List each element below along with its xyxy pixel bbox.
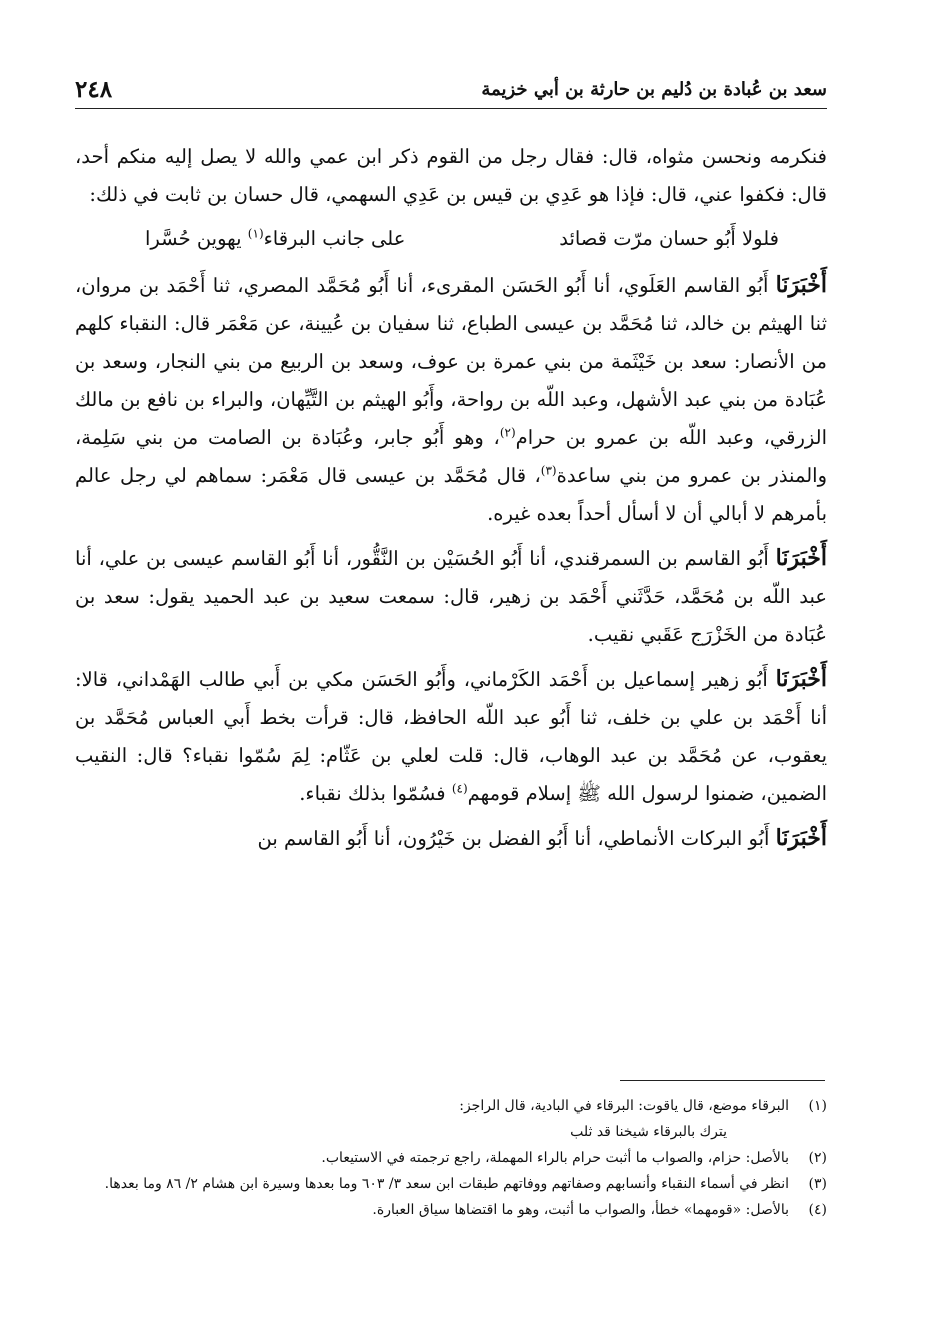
running-title: سعد بن عُبادة بن دُليم بن حارثة بن أبي خزيمة [481, 78, 827, 100]
isnad-lead: أَخْبَرَنَا [775, 666, 827, 692]
page-header [75, 72, 827, 106]
paragraph-3: أَخْبَرَنَا أَبُو القاسم بن السمرقندي، أنا أَبُو الحُسَيْن بن النَّقُّور، أنا أَبُو القاسم عيسى بن علي، أنا عبد اللّه بن مُحَمَّد، حَدَّثَني أَحْمَد بن زهير، قال: سمعت سعيد بن عبد الحميد يقول: سعد بن عُبَادة من الخَزْرَج عَقَبي نقيب. [75, 545, 827, 646]
isnad-lead: أَخْبَرَنَا [775, 825, 827, 851]
footnote-4: (٤) بالأصل: «قومهما» خطأ، والصواب ما أثبت، وهو ما اقتضاها سياق العبارة. [75, 1197, 827, 1223]
verse-first-hemistich: فلولا أَبُو حسان مرّت قصائد [559, 227, 779, 250]
footnotes [75, 1093, 827, 1223]
paragraph-5: أَخْبَرَنَا أَبُو البركات الأنماطي، أنا أَبُو الفضل بن خَيْرُون، أنا أَبُو القاسم بن [257, 825, 827, 851]
paragraph-4: أَخْبَرَنَا أَبُو زهير إسماعيل بن أَحْمَد الكَرْماني، وأَبُو الحَسَن مكي بن أَبي طالب الهَمْداني، قالا: أنا أَحْمَد بن علي بن خلف، ثنا أَبُو عبد اللّه الحافظ، قال: قرأت بخط أَبي العباس مُحَمَّد بن يعقوب، عن مُحَمَّد بن عبد الوهاب، قال: قلت لعلي بن عَثّام: لِمَ سُمّوا نقباء؟ قال: النقيب الضمين، ضمنوا لرسول الله ﷺ إسلام قومهم$^{(٤)}$ فسُمّوا بذلك نقباء. [75, 666, 827, 805]
footnote-1: (١) البرقاء موضع، قال ياقوت: البرقاء في البادية، قال الراجز: يترك بالبرقاء شيخنا قد ثلب [75, 1093, 827, 1145]
footnote-number: (٣) [808, 1176, 827, 1192]
footnote-number: (٤) [808, 1202, 827, 1218]
paragraph-1: فنكرمه ونحسن مثواه، قال: فقال رجل من القوم ذكر ابن عمي والله لا يصل إليه منكم أحد، قال: فكفوا عني، قال: فإذا هو عَدِي بن قيس بن عَدِي السهمي، قال حسان بن ثابت في ذلك: [75, 145, 827, 206]
header-rule [75, 108, 827, 109]
footnote-number: (٢) [808, 1150, 827, 1166]
main-text [75, 138, 827, 864]
footnote-ref-3[interactable]: (٣) [540, 463, 557, 478]
poem-verse [75, 220, 827, 258]
verse-second-hemistich: على جانب البرقاء$^{(١)}$ يهوين حُسَّرا [145, 226, 406, 250]
footnote-rule [620, 1080, 825, 1081]
isnad-lead: أَخْبَرَنَا [775, 545, 827, 571]
page-number: ٢٤٨ [75, 75, 113, 103]
footnote-number: (١) [808, 1098, 827, 1114]
footnote-ref-2[interactable]: (٢) [499, 425, 516, 440]
footnote-ref-4[interactable]: (٤) [451, 781, 468, 796]
paragraph-2: أَخْبَرَنَا أَبُو القاسم العَلَوي، أنا أَبُو الحَسَن المقرىء، أنا أَبُو مُحَمَّد المصري، ثنا أَحْمَد بن مروان، ثنا الهيثم بن خالد، ثنا مُحَمَّد بن عيسى الطباع، ثنا سفيان بن عُيينة، عن مَعْمَر قال: النقباء كلهم من الأنصار: سعد بن خَيْثَمة من بني عمرة بن عوف، وسعد بن الربيع من بني النجار، وسعد بن عُبَادة من بني عبد الأشهل، وعبد اللّه بن رواحة، وأَبُو الهيثم بن التَّيِّهان، والبراء بن نافع بن مالك الزرقي، وعبد اللّه بن عمرو بن حرام$^{(٢)}$، وهو أَبُو جابر، وعُبَادة بن الصامت من بني سَلِمة، والمنذر بن عمرو من بني ساعدة$^{(٣)}$، قال مُحَمَّد بن عيسى قال مَعْمَر: سماهم لي رجل عالم بأمرهم لا أبالي أن لا أسأل أحداً بعده غيره. [75, 272, 827, 525]
footnote-verse: يترك بالبرقاء شيخنا قد ثلب [570, 1124, 727, 1140]
footnote-2: (٢) بالأصل: حزام، والصواب ما أثبت حرام بالراء المهملة، راجع ترجمته في الاستيعاب. [75, 1145, 827, 1171]
footnote-ref-1[interactable]: (١) [247, 226, 264, 241]
footnote-3: (٣) انظر في أسماء النقباء وأنسابهم وصفاتهم ووفاتهم طبقات ابن سعد ٣/ ٦٠٣ وما بعدها وسيرة ابن هشام ٢/ ٨٦ وما بعدها. [75, 1171, 827, 1197]
isnad-lead: أَخْبَرَنَا [775, 272, 827, 298]
